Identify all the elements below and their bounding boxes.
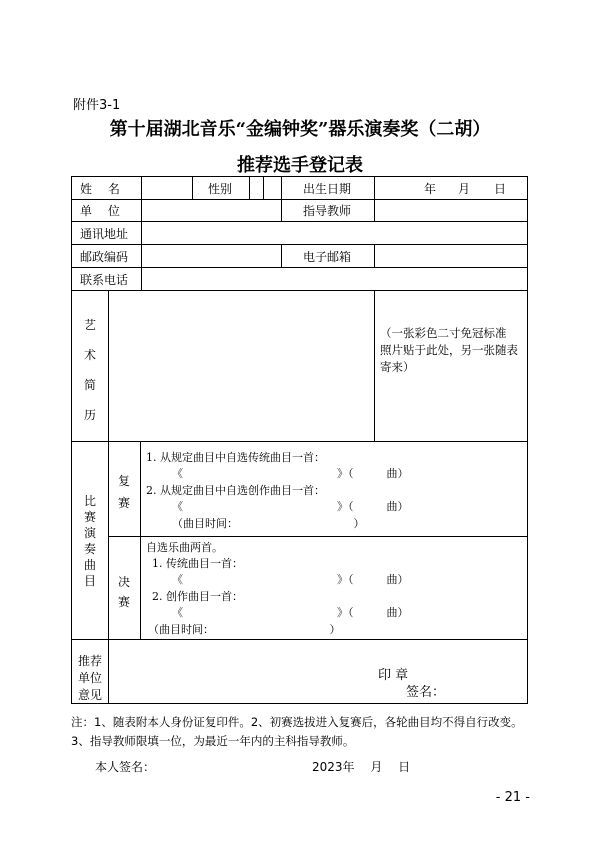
postcode-label: 邮政编码 <box>80 250 129 264</box>
bio-label-char: 术 <box>83 348 96 362</box>
final-label-char: 决 <box>117 575 130 589</box>
row-divider <box>71 639 528 640</box>
row-divider <box>71 267 528 268</box>
final-label-char: 赛 <box>117 595 130 609</box>
cell-divider <box>281 176 282 199</box>
cell-divider <box>108 290 109 441</box>
semifinal-label-char: 复 <box>117 474 130 488</box>
semifinal-line: 《 》（ 曲） <box>172 500 409 513</box>
semifinal-line: 2. 从规定曲目中自选创作曲目一首： <box>146 484 325 497</box>
cell-divider <box>374 290 375 441</box>
photo-note-line: （一张彩色二寸免冠标准 <box>380 326 507 340</box>
birth-month-label: 月 <box>458 182 471 196</box>
birth-day-label: 日 <box>494 182 507 196</box>
self-signature-label: 本人签名： <box>95 760 156 774</box>
program-label-char: 比 <box>83 494 96 508</box>
cell-divider <box>374 199 375 221</box>
cell-divider <box>108 639 109 704</box>
final-line: （曲目时间： ） <box>148 623 341 636</box>
program-label-char: 演 <box>83 526 96 540</box>
row-divider <box>71 221 528 222</box>
cell-divider <box>141 176 142 199</box>
teacher-label: 指导教师 <box>303 204 352 218</box>
opinion-label-line: 意见 <box>78 688 103 702</box>
semifinal-line: 《 》（ 曲） <box>172 467 409 480</box>
attachment-label: 附件3-1 <box>73 98 121 113</box>
row-divider <box>71 244 528 245</box>
semifinal-label-char: 赛 <box>117 496 130 510</box>
cell-divider <box>140 441 141 639</box>
opinion-label-line: 单位 <box>78 671 103 685</box>
semifinal-line: 1. 从规定曲目中自选传统曲目一首： <box>146 451 325 464</box>
birth-date-label: 出生日期 <box>303 182 352 196</box>
note-line: 注：1、随表附本人身份证复印件。2、初赛选拔进入复赛后，各轮曲目均不得自行改变。 <box>71 715 523 729</box>
bio-label-char: 简 <box>83 378 96 392</box>
page-title: 第十届湖北音乐“金编钟奖”器乐演奏奖（二胡） <box>109 119 491 140</box>
final-line: 1. 传统曲目一首： <box>152 557 243 570</box>
cell-divider <box>141 267 142 290</box>
program-label-char: 奏 <box>83 542 96 556</box>
name-label: 姓 名 <box>80 182 120 196</box>
unit-label: 单 位 <box>80 204 120 218</box>
cell-divider <box>374 176 375 199</box>
bio-label-char: 艺 <box>83 318 96 332</box>
cell-divider <box>281 244 282 267</box>
cell-divider <box>141 199 142 221</box>
cell-divider <box>192 176 193 199</box>
cell-divider <box>249 176 250 199</box>
bio-label-char: 历 <box>83 408 96 422</box>
semifinal-line: （曲目时间： ） <box>172 517 365 530</box>
address-label: 通讯地址 <box>80 227 129 241</box>
seal-label: 印 章 <box>378 668 409 683</box>
phone-label: 联系电话 <box>80 273 129 287</box>
cell-divider <box>141 221 142 244</box>
photo-note-line: 寄来） <box>380 360 415 374</box>
row-divider <box>71 290 528 291</box>
final-line: 2. 创作曲目一首： <box>152 590 243 603</box>
cell-divider <box>281 199 282 221</box>
program-label-char: 曲 <box>83 558 96 572</box>
page-subtitle: 推荐选手登记表 <box>237 155 363 176</box>
final-line: 《 》（ 曲） <box>172 573 409 586</box>
signature-date: 2023年 月 日 <box>312 760 411 774</box>
program-label-char: 目 <box>83 574 96 588</box>
signature-label: 签名： <box>406 685 446 700</box>
page-number: - 21 - <box>495 790 530 805</box>
note-line: 3、指导教师限填一位，为最近一年内的主科指导教师。 <box>71 734 355 748</box>
program-label-char: 赛 <box>83 510 96 524</box>
email-label: 电子邮箱 <box>303 250 352 264</box>
birth-year-label: 年 <box>424 182 437 196</box>
cell-divider <box>108 441 109 639</box>
cell-divider <box>374 244 375 267</box>
final-line: 自选乐曲两首。 <box>146 541 223 554</box>
cell-divider <box>141 244 142 267</box>
row-divider <box>71 199 528 200</box>
opinion-label-line: 推荐 <box>78 654 103 668</box>
final-line: 《 》（ 曲） <box>172 606 409 619</box>
row-divider <box>108 536 528 537</box>
gender-label: 性别 <box>208 182 233 196</box>
cell-divider <box>263 176 264 199</box>
photo-note-line: 照片贴于此处，另一张随表 <box>380 343 518 357</box>
